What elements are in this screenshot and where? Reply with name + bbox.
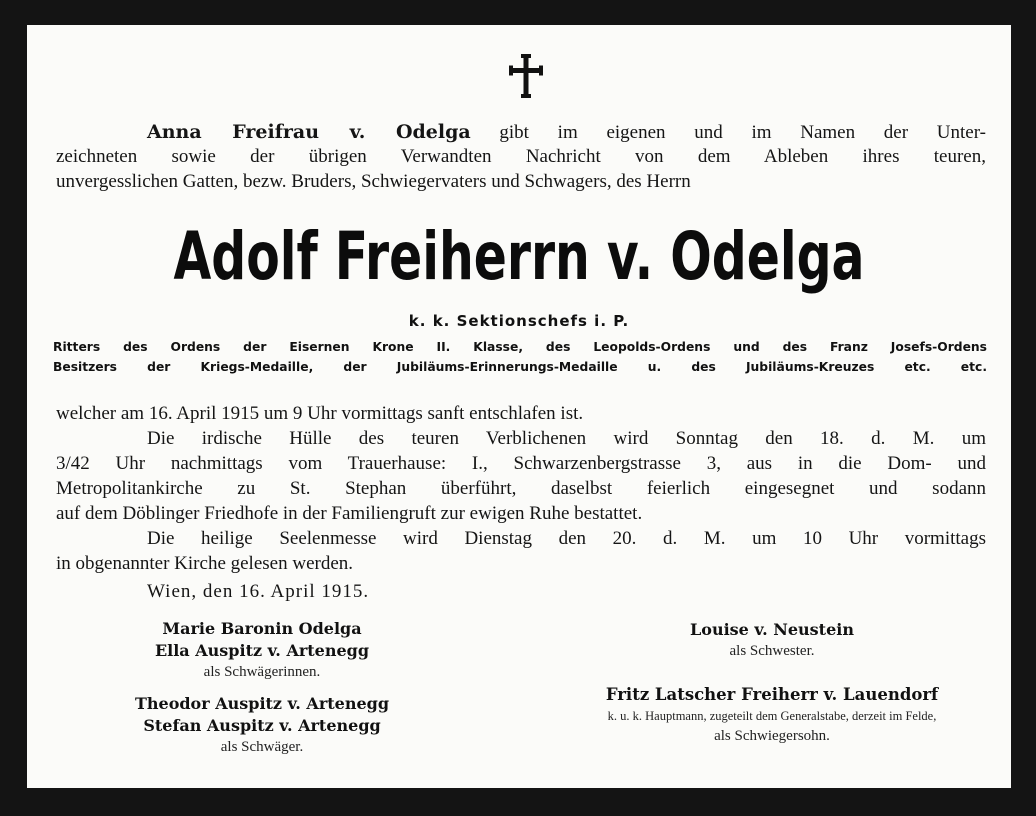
intro-line-1-text: gibt im eigenen und im Namen der Unter- <box>499 122 986 143</box>
signatory-name: Theodor Auspitz v. Artenegg <box>134 694 390 713</box>
body-line-6: Die heilige Seelenmesse wird Dienstag den 20. d. M. um 10 Uhr vormittags <box>147 528 986 549</box>
signatory-group-sister <box>587 619 957 661</box>
deceased-title: k. k. Sektionschefs i. P. <box>408 312 630 330</box>
body-line-3: 3/42 Uhr nachmittags vom Trauerhause: I., Schwarzenbergstrasse 3, aus in die Dom- und <box>56 453 986 474</box>
signatory-name: Stefan Auspitz v. Artenegg <box>143 716 381 735</box>
signatory-name: Marie Baronin Odelga <box>162 619 362 638</box>
cross-icon <box>507 53 545 99</box>
deceased-name: Adolf Freiherrn v. Odelga <box>173 218 865 295</box>
intro-line-1 <box>147 121 986 144</box>
orders-line-2: Besitzers der Kriegs-Medaille, der Jubiläums-Erinnerungs-Medaille u. des Jubiläums-Kreuzes etc. etc. <box>53 360 987 374</box>
signatory-relation: als Schwäger. <box>220 739 304 755</box>
intro-line-3: unvergesslichen Gatten, bezw. Bruders, Schwiegervaters und Schwagers, des Herrn <box>56 171 691 192</box>
signatory-group-sisters-in-law <box>97 618 427 682</box>
signatory-relation: als Schwägerinnen. <box>203 664 321 680</box>
orders-line-1: Ritters des Ordens der Eisernen Krone II. Klasse, des Leopolds-Ordens und des Franz Josefs-Ordens <box>53 340 987 354</box>
body-line-7: in obgenannter Kirche gelesen werden. <box>56 553 354 574</box>
body-line-1: welcher am 16. April 1915 um 9 Uhr vormittags sanft entschlafen ist. <box>56 403 584 424</box>
signatory-group-son-in-law <box>542 684 1002 746</box>
signatory-relation: als Schwester. <box>729 643 815 659</box>
body-line-4: Metropolitankirche zu St. Stephan überführt, daselbst feierlich eingesegnet und sodann <box>56 478 986 499</box>
place-date: Wien, den 16. April 1915. <box>147 581 370 602</box>
signatory-name: Louise v. Neustein <box>690 620 854 639</box>
intro-name: Anna Freifrau v. Odelga <box>147 121 471 143</box>
signatory-detail: k. u. k. Hauptmann, zugeteilt dem Generalstabe, derzeit im Felde, <box>607 709 937 723</box>
intro-line-2: zeichneten sowie der übrigen Verwandten Nachricht von dem Ableben ihres teuren, <box>56 146 986 167</box>
signatory-group-brothers-in-law <box>87 693 437 757</box>
death-notice <box>27 25 1011 788</box>
body-line-2: Die irdische Hülle des teuren Verblichenen wird Sonntag den 18. d. M. um <box>147 428 986 449</box>
signatory-relation: als Schwiegersohn. <box>714 728 830 744</box>
signatory-name: Fritz Latscher Freiherr v. Lauendorf <box>605 685 939 704</box>
body-line-5: auf dem Döblinger Friedhofe in der Familiengruft zur ewigen Ruhe bestattet. <box>56 503 643 524</box>
signatory-name: Ella Auspitz v. Artenegg <box>154 641 370 660</box>
